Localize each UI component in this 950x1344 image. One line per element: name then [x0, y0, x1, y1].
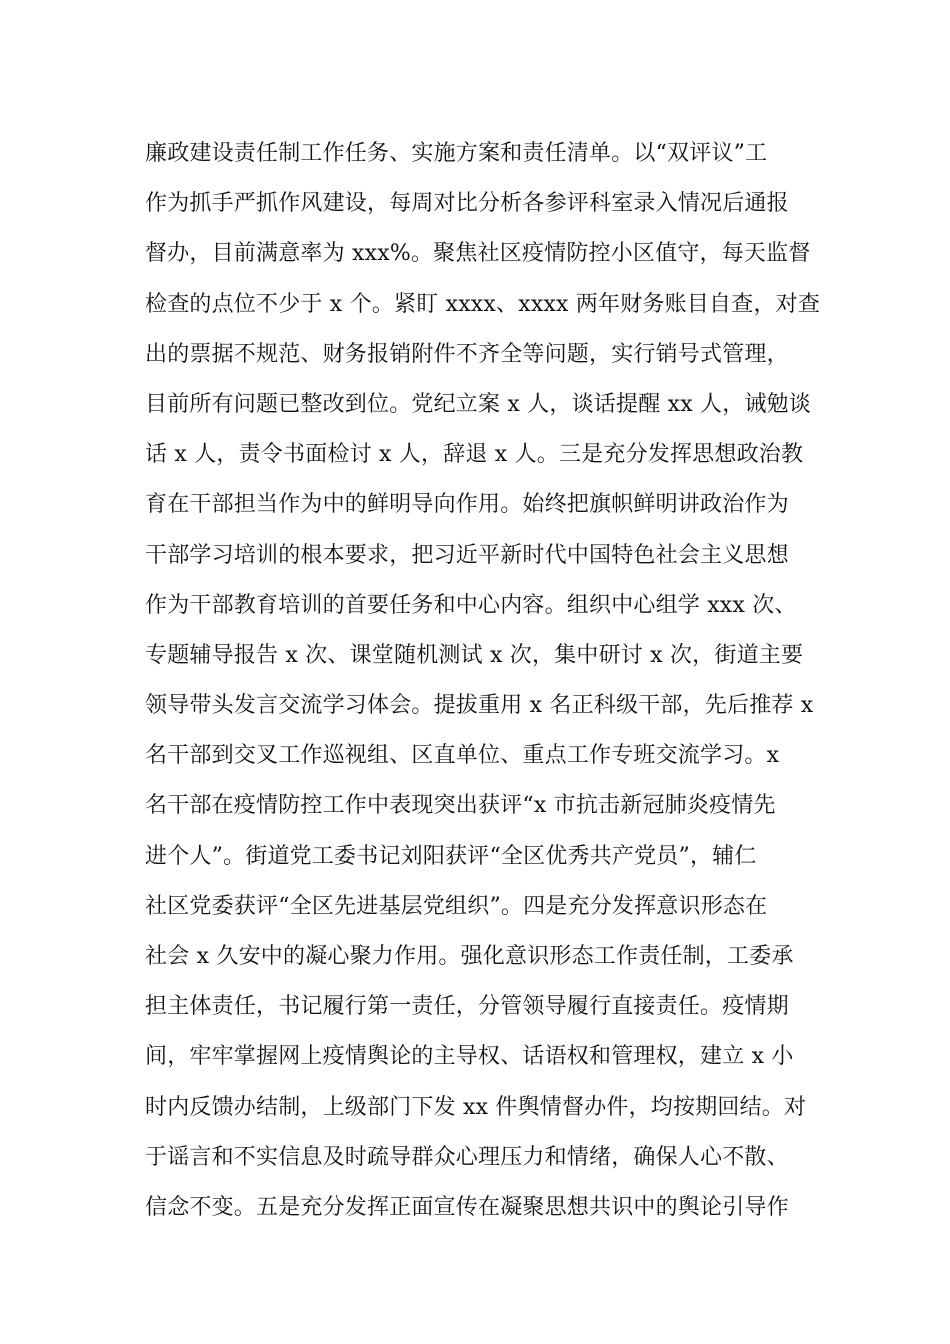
text-line: 担主体责任，书记履行第一责任，分管领导履行直接责任。疫情期	[145, 994, 789, 1020]
text-line: 作为抓手严抓作风建设，每周对比分析各参评科室录入情况后通报	[145, 191, 789, 217]
text-line: 社会 x 久安中的凝心聚力作用。强化意识形态工作责任制，工委承	[145, 944, 794, 969]
text-line: 专题辅导报告 x 次、课堂随机测试 x 次，集中研讨 x 次，街道主要	[145, 642, 804, 668]
text-line: 出的票据不规范、财务报销附件不齐全等问题，实行销号式管理，	[145, 341, 789, 367]
body-text	[145, 129, 821, 1233]
text-line: 督办，目前满意率为 xxx%。聚焦社区疫情防控小区值守，每天监督	[145, 241, 811, 267]
text-line: 话 x 人，责令书面检讨 x 人，辞退 x 人。三是充分发挥思想政治教	[145, 442, 804, 468]
text-line: 进个人”。街道党工委书记刘阳获评“全区优秀共产党员”，辅仁	[145, 843, 757, 869]
text-line: 廉政建设责任制工作任务、实施方案和责任清单。以“双评议”工	[145, 141, 768, 166]
text-line: 于谣言和不实信息及时疏导群众心理压力和情绪，确保人心不散、	[145, 1144, 789, 1170]
text-line: 检查的点位不少于 x 个。紧盯 xxxx、xxxx 两年财务账目自查，对查	[145, 291, 821, 317]
text-line: 作为干部教育培训的首要任务和中心内容。组织中心组学 xxx 次、	[145, 592, 797, 618]
text-line: 社区党委获评“全区先进基层党组织”。四是充分发挥意识形态在	[145, 893, 768, 919]
text-line: 育在干部担当作为中的鲜明导向作用。始终把旗帜鲜明讲政治作为	[145, 492, 789, 518]
text-line: 间，牢牢掌握网上疫情舆论的主导权、话语权和管理权，建立 x 小	[145, 1044, 794, 1070]
text-line: 时内反馈办结制，上级部门下发 xx 件舆情督办件，均按期回结。对	[145, 1094, 807, 1120]
text-line: 信念不变。五是充分发挥正面宣传在凝聚思想共识中的舆论引导作	[145, 1194, 789, 1220]
text-line: 名干部在疫情防控工作中表现突出获评“x 市抗击新冠肺炎疫情先	[145, 793, 776, 819]
text-line: 干部学习培训的根本要求，把习近平新时代中国特色社会主义思想	[145, 542, 789, 568]
text-line: 目前所有问题已整改到位。党纪立案 x 人，谈话提醒 xx 人，诫勉谈	[145, 391, 811, 417]
text-line: 名干部到交叉工作巡视组、区直单位、重点工作专班交流学习。x	[145, 743, 780, 769]
text-line: 领导带头发言交流学习体会。提拔重用 x 名正科级干部，先后推荐 x	[145, 693, 814, 719]
